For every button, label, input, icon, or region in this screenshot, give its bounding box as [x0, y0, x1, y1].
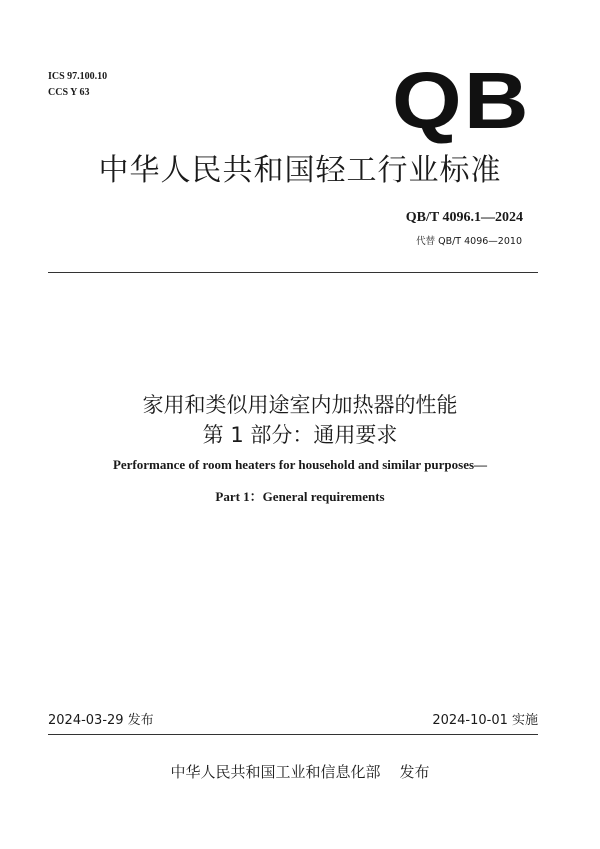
- english-title-line-1: Performance of room heaters for household and similar purposes—: [112, 457, 488, 472]
- ics-code: ICS 97.100.10: [48, 71, 108, 82]
- implementation-date: 2024-10-01 实施: [432, 713, 538, 728]
- chinese-title-line-1: 家用和类似用途室内加热器的性能: [142, 393, 458, 417]
- ccs-code: CCS Y 63: [48, 87, 90, 98]
- header-divider: [48, 272, 538, 273]
- publisher: 中华人民共和国工业和信息化部 发布: [170, 763, 430, 781]
- english-title-line-2: Part 1：General requirements: [215, 489, 385, 504]
- standard-category-title: 中华人民共和国轻工行业标准: [98, 153, 502, 188]
- issue-date: 2024-03-29 发布: [48, 713, 154, 728]
- chinese-title-line-2: 第 1 部分：通用要求: [202, 423, 398, 447]
- footer-divider: [48, 734, 538, 735]
- standard-number: QB/T 4096.1—2024: [405, 210, 523, 225]
- qb-logo: QB: [392, 56, 531, 145]
- replaces-standard: 代替 QB/T 4096—2010: [416, 236, 522, 247]
